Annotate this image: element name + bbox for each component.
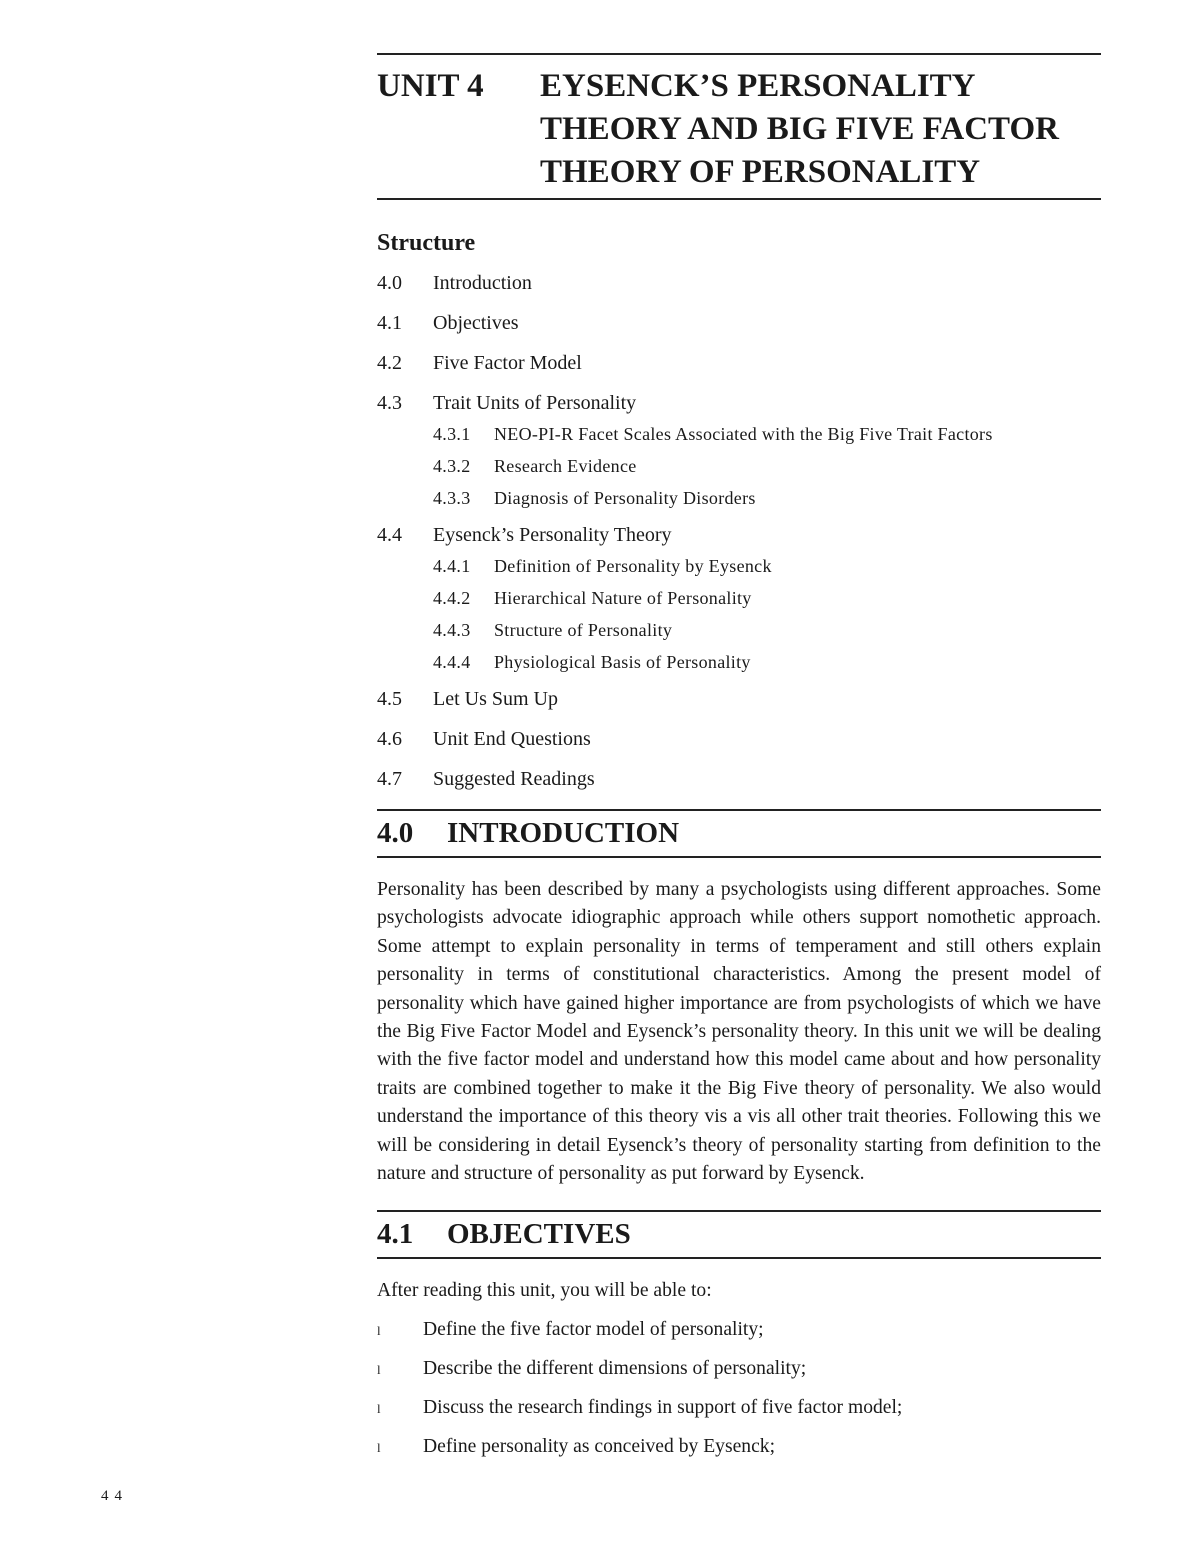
toc-subitem (433, 555, 1101, 577)
toc-item (377, 311, 1101, 335)
title-bottom-rule (377, 198, 1101, 200)
section-rule (377, 856, 1101, 858)
toc-num: 4.4.3 (433, 620, 471, 640)
page-content (377, 53, 1101, 1474)
introduction-paragraph: Personality has been described by many a psychologists using different approaches. Some psychologists advocate idiographic approach while others support nomothetic approach. Some attempt to explain personality in terms of temperament and still others explain personality in terms of constitutional characteristics. Among the present model of personality which have gained higher importance are from psychologists of which we have the Big Five Factor Model and Eysenck’s personality theory. In this unit we will be dealing with the five factor model and understand how this model came about and how personality traits are combined together to make it the Big Five theory of personality. We also would understand the importance of this theory vis a vis all other trait theories. Following this we will be considering in detail Eysenck’s theory of personality starting from definition to the nature and structure of personality as put forward by Eysenck. (377, 879, 1101, 1185)
bullet-mark: l (377, 1400, 381, 1416)
toc-item (377, 767, 1101, 791)
section-number: 4.0 (377, 817, 414, 849)
table-of-contents (377, 271, 1101, 791)
list-item-text: Describe the different dimensions of personality; (423, 1357, 807, 1379)
toc-label: Introduction (433, 272, 532, 294)
toc-item (377, 271, 1101, 295)
toc-num: 4.0 (377, 272, 402, 294)
toc-label: Hierarchical Nature of Personality (494, 588, 752, 608)
toc-item (377, 351, 1101, 375)
objectives-list (377, 1318, 1101, 1461)
section-heading (377, 811, 1101, 856)
page-number: 44 (101, 1488, 128, 1504)
toc-subitem (433, 651, 1101, 673)
section-title: INTRODUCTION (447, 817, 680, 849)
unit-title-line: EYSENCK’S PERSONALITY (540, 68, 976, 104)
toc-subgroup (433, 423, 1101, 509)
toc-num: 4.3.3 (433, 488, 471, 508)
list-item (377, 1318, 1101, 1344)
toc-num: 4.3.2 (433, 456, 471, 476)
list-item (377, 1435, 1101, 1461)
section-number: 4.1 (377, 1218, 414, 1251)
toc-num: 4.4.4 (433, 652, 471, 672)
toc-num: 4.6 (377, 728, 402, 750)
section-title: OBJECTIVES (447, 1218, 631, 1251)
toc-num: 4.1 (377, 312, 402, 334)
toc-label: Unit End Questions (433, 728, 591, 750)
toc-num: 4.5 (377, 688, 402, 710)
toc-label: Physiological Basis of Personality (494, 652, 751, 672)
unit-title (540, 65, 1059, 194)
section-rule (377, 1257, 1101, 1259)
toc-item (377, 523, 1101, 547)
toc-subitem (433, 487, 1101, 509)
toc-label: Trait Units of Personality (433, 392, 637, 414)
toc-label: Structure of Personality (494, 620, 673, 640)
toc-label: Suggested Readings (433, 768, 595, 790)
unit-header (377, 55, 1101, 198)
toc-label: Objectives (433, 312, 519, 334)
toc-num: 4.3 (377, 392, 402, 414)
toc-num: 4.7 (377, 768, 402, 790)
toc-label: Five Factor Model (433, 352, 582, 374)
structure-heading: Structure (377, 230, 476, 256)
toc-item (377, 687, 1101, 711)
introduction-section (377, 809, 1101, 1188)
objectives-section (377, 1210, 1101, 1460)
toc-num: 4.2 (377, 352, 402, 374)
toc-label: Let Us Sum Up (433, 688, 558, 710)
bullet-mark: l (377, 1361, 381, 1377)
toc-subitem (433, 455, 1101, 477)
list-item (377, 1357, 1101, 1383)
toc-label: NEO-PI-R Facet Scales Associated with the Big Five Trait Factors (494, 424, 993, 444)
unit-label: UNIT 4 (377, 68, 484, 104)
toc-label: Diagnosis of Personality Disorders (494, 488, 756, 508)
section-heading (377, 1212, 1101, 1257)
toc-subgroup (433, 555, 1101, 673)
toc-subitem (433, 423, 1101, 445)
toc-num: 4.4 (377, 524, 402, 546)
toc-item (377, 391, 1101, 415)
toc-label: Research Evidence (494, 456, 637, 476)
toc-subitem (433, 619, 1101, 641)
toc-num: 4.3.1 (433, 424, 471, 444)
toc-num: 4.4.1 (433, 556, 471, 576)
toc-subitem (433, 587, 1101, 609)
list-item-text: Define the five factor model of personality; (423, 1318, 764, 1340)
unit-title-line: THEORY OF PERSONALITY (540, 154, 981, 190)
toc-label: Eysenck’s Personality Theory (433, 524, 672, 546)
objectives-intro: After reading this unit, you will be able to: (377, 1280, 712, 1302)
list-item (377, 1396, 1101, 1422)
unit-title-line: THEORY AND BIG FIVE FACTOR (540, 111, 1059, 147)
toc-num: 4.4.2 (433, 588, 471, 608)
bullet-mark: l (377, 1322, 381, 1338)
list-item-text: Define personality as conceived by Eysenck; (423, 1435, 776, 1457)
bullet-mark: l (377, 1439, 381, 1455)
toc-item (377, 727, 1101, 751)
list-item-text: Discuss the research findings in support of five factor model; (423, 1396, 903, 1418)
toc-label: Definition of Personality by Eysenck (494, 556, 772, 576)
